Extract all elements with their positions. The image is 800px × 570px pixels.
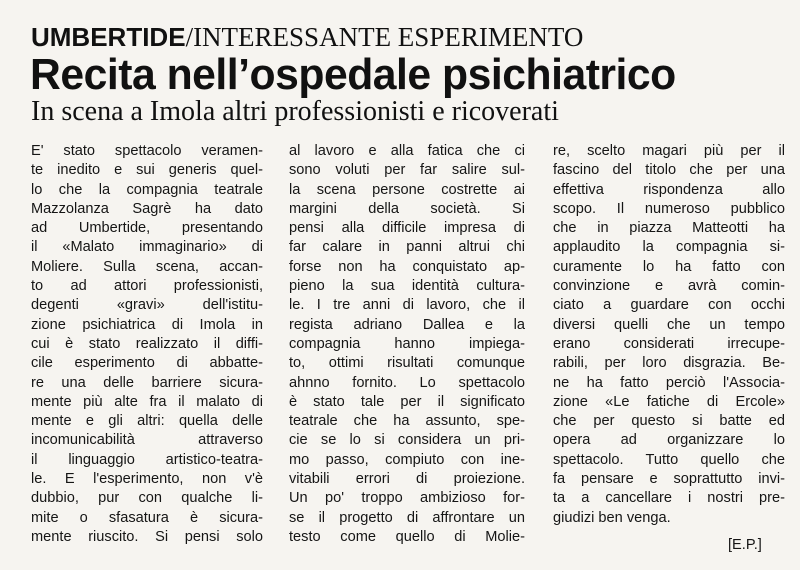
subheadline: In scena a Imola altri professionisti e ricoverati: [31, 96, 559, 127]
article-line: margini della società. Si: [289, 200, 525, 217]
article-line: il linguaggio artistico-teatra-: [31, 451, 263, 468]
article-line: degenti «gravi» dell'istitu-: [31, 297, 263, 314]
article-line: le. I tre anni di lavoro, che il: [289, 297, 525, 314]
article-line: spettacolo. Tutto quello che: [553, 451, 785, 468]
article-line: ahnno fornito. Lo spettacolo: [289, 374, 525, 391]
article-line: ad Umbertide, presentando: [31, 220, 263, 237]
article-line: regista adriano Dallea e la: [289, 316, 525, 333]
article-line: è stato tale per il significato: [289, 393, 525, 410]
article-line: E' stato spettacolo veramen-: [31, 143, 263, 159]
article-line: scopo. Il numeroso pubblico: [553, 200, 785, 217]
article-line: mente e gli altri: quella delle: [31, 413, 263, 430]
article-line: fascino del titolo che per una: [553, 162, 785, 179]
article-line: zione psichiatrica di Imola in: [31, 316, 263, 333]
article-line: dubbio, pur con qualche li-: [31, 490, 263, 507]
article-line: Moliere. Sulla scena, accan-: [31, 258, 263, 275]
article-line: lo che la compagnia teatrale: [31, 181, 263, 198]
article-line: far calare in panni altrui chi: [289, 239, 525, 256]
article-line: le. E l'esperimento, non v'è: [31, 471, 263, 488]
article-line: to ad attori professionisti,: [31, 278, 263, 295]
article-line: to, ottimi risultati comunque: [289, 355, 525, 372]
article-line: ne ha fatto perciò l'Associa-: [553, 374, 785, 391]
article-line: che per questo si batte ed: [553, 413, 785, 430]
article-line: Un po' troppo ambizioso for-: [289, 490, 525, 507]
article-line: effettiva rispondenza allo: [553, 181, 785, 198]
article-line: mo passo, compiuto con ine-: [289, 451, 525, 468]
article-line: te inedito e sui generis quel-: [31, 162, 263, 179]
article-line: mite o sfasatura è sicura-: [31, 509, 263, 526]
article-line: mente più alte fra il malato di: [31, 393, 263, 410]
article-line: ciato a guardare con occhi: [553, 297, 785, 314]
article-line: ta a cancellare i nostri pre-: [553, 490, 785, 507]
article-line: fa pensare e soprattutto invi-: [553, 471, 785, 488]
article-line: vitabili errori di proiezione.: [289, 471, 525, 488]
article-line: re una delle barriere sicura-: [31, 374, 263, 391]
article-line: re, scelto magari più per il: [553, 143, 785, 159]
kicker-topic: /INTERESSANTE ESPERIMENTO: [185, 22, 584, 52]
article-line: giudizi ben venga.: [553, 509, 671, 526]
kicker-place: UMBERTIDE: [31, 22, 186, 52]
article-line: al lavoro e alla fatica che ci: [289, 143, 525, 159]
article-line: rabili, per loro disgrazia. Be-: [553, 355, 785, 372]
article-line: cie se lo si considera un pri-: [289, 432, 525, 449]
article-line: incomunicabilità attraverso: [31, 432, 263, 449]
article-line: teatrale che ha assunto, spe-: [289, 413, 525, 430]
article-line: che in piazza Matteotti ha: [553, 220, 785, 237]
article-line: se il progetto di affrontare un: [289, 509, 525, 526]
article-column-1: [31, 142, 263, 547]
article-line: cile esperimento di abbatte-: [31, 355, 263, 372]
article-line: erano considerati irrecupe-: [553, 335, 785, 352]
article-line: testo come quello di Molie-: [289, 528, 525, 545]
article-line: Mazzolanza Sagrè ha dato: [31, 200, 263, 217]
article-line: forse non ha conquistato ap-: [289, 258, 525, 275]
article-line: pensi alla difficile impresa di: [289, 220, 525, 237]
article-line: curamente lo ha fatto con: [553, 258, 785, 275]
article-line: pieno la sua identità cultura-: [289, 278, 525, 295]
article-line: diversi quelli che un tempo: [553, 316, 785, 333]
article-column-2: [289, 142, 525, 547]
article-line: cui è stato realizzato il diffi-: [31, 335, 263, 352]
article-line: sono voluti per far salire sul-: [289, 162, 525, 179]
article-line: opera ad organizzare lo: [553, 432, 785, 449]
kicker: [31, 22, 583, 53]
article-line: applaudito la compagnia si-: [553, 239, 785, 256]
article-line: la scena persone costrette ai: [289, 181, 525, 198]
article-column-3: [553, 142, 785, 528]
author-signature: [E.P.]: [728, 537, 762, 553]
headline: Recita nell’ospedale psichiatrico: [30, 50, 676, 99]
article-line: compagnia hanno impiega-: [289, 335, 525, 352]
article-line: convinzione e avrà comin-: [553, 278, 785, 295]
article-line: zione «Le fatiche di Ercole»: [553, 393, 785, 410]
article-line: il «Malato immaginario» di: [31, 239, 263, 256]
article-line: mente riuscito. Si pensi solo: [31, 528, 263, 545]
